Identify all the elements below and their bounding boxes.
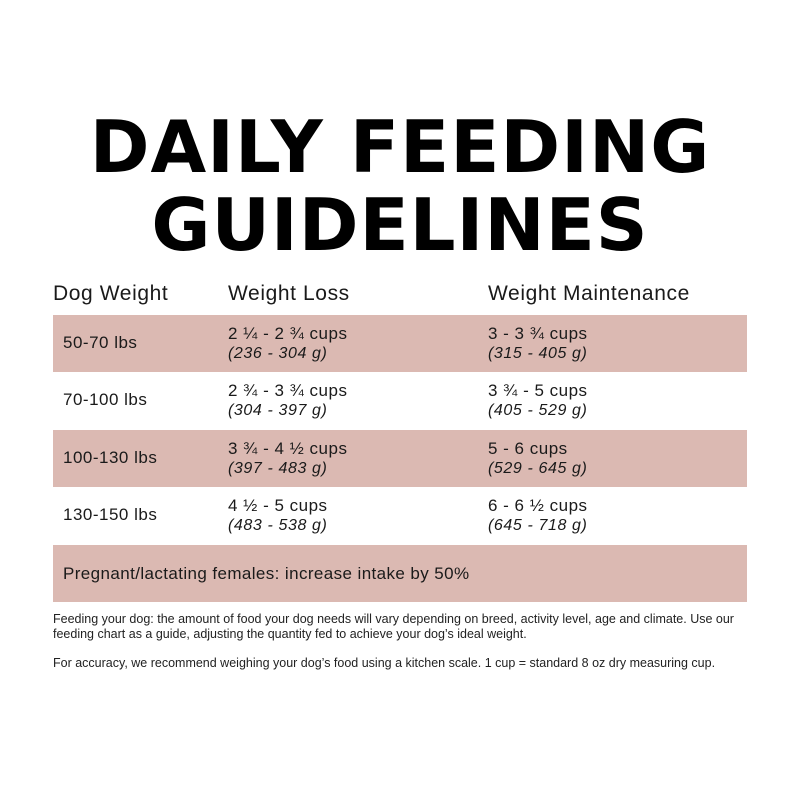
loss-grams: (397 - 483 g) [228, 460, 328, 477]
row-weight-loss [228, 496, 328, 536]
loss-cups: 3 ¾ - 4 ½ cups [228, 439, 348, 458]
row-weight-maintenance [488, 324, 588, 364]
row-weight-loss [228, 439, 347, 479]
loss-grams: (483 - 538 g) [228, 517, 328, 534]
maint-grams: (529 - 645 g) [488, 460, 588, 477]
loss-grams: (304 - 397 g) [228, 402, 328, 419]
title-line-2: GUIDELINES [151, 183, 649, 267]
maint-cups: 3 - 3 ¾ cups [488, 324, 588, 343]
title-line-1: DAILY FEEDING [89, 105, 711, 189]
header-weight-maintenance: Weight Maintenance [488, 282, 690, 305]
row-weight-loss [228, 381, 347, 421]
row-weight: 130-150 lbs [63, 505, 158, 524]
accuracy-footnote: For accuracy, we recommend weighing your dog’s food using a kitchen scale. 1 cup = standard 8 oz dry measuring cup. [53, 656, 716, 670]
table-row [53, 430, 747, 487]
row-weight: 70-100 lbs [63, 390, 148, 409]
table-header [53, 282, 747, 312]
maint-grams: (315 - 405 g) [488, 345, 588, 362]
header-dog-weight: Dog Weight [53, 282, 169, 305]
loss-cups: 4 ½ - 5 cups [228, 496, 328, 515]
loss-cups: 2 ¼ - 2 ¾ cups [228, 324, 348, 343]
row-weight-maintenance [488, 381, 588, 421]
table-row [53, 487, 747, 544]
maint-cups: 6 - 6 ½ cups [488, 496, 588, 515]
row-weight-loss [228, 324, 347, 364]
page-title [0, 105, 800, 267]
row-weight: 100-130 lbs [63, 448, 158, 467]
pregnant-note-text: Pregnant/lactating females: increase intake by 50% [63, 564, 470, 583]
row-weight: 50-70 lbs [63, 333, 138, 352]
table-row [53, 372, 747, 429]
maint-grams: (645 - 718 g) [488, 517, 588, 534]
feeding-footnote: Feeding your dog: the amount of food your dog needs will vary depending on breed, activity level, age and climate. Use our feeding chart as a guide, adjusting the quantity fed to achieve your dog’s ideal weight. [53, 612, 734, 641]
loss-grams: (236 - 304 g) [228, 345, 328, 362]
row-weight-maintenance [488, 496, 588, 536]
header-weight-loss: Weight Loss [228, 282, 350, 305]
pregnant-note-row [53, 545, 747, 602]
table-row [53, 315, 747, 372]
maint-cups: 5 - 6 cups [488, 439, 568, 458]
maint-cups: 3 ¾ - 5 cups [488, 381, 588, 400]
row-weight-maintenance [488, 439, 587, 479]
maint-grams: (405 - 529 g) [488, 402, 588, 419]
loss-cups: 2 ¾ - 3 ¾ cups [228, 381, 348, 400]
